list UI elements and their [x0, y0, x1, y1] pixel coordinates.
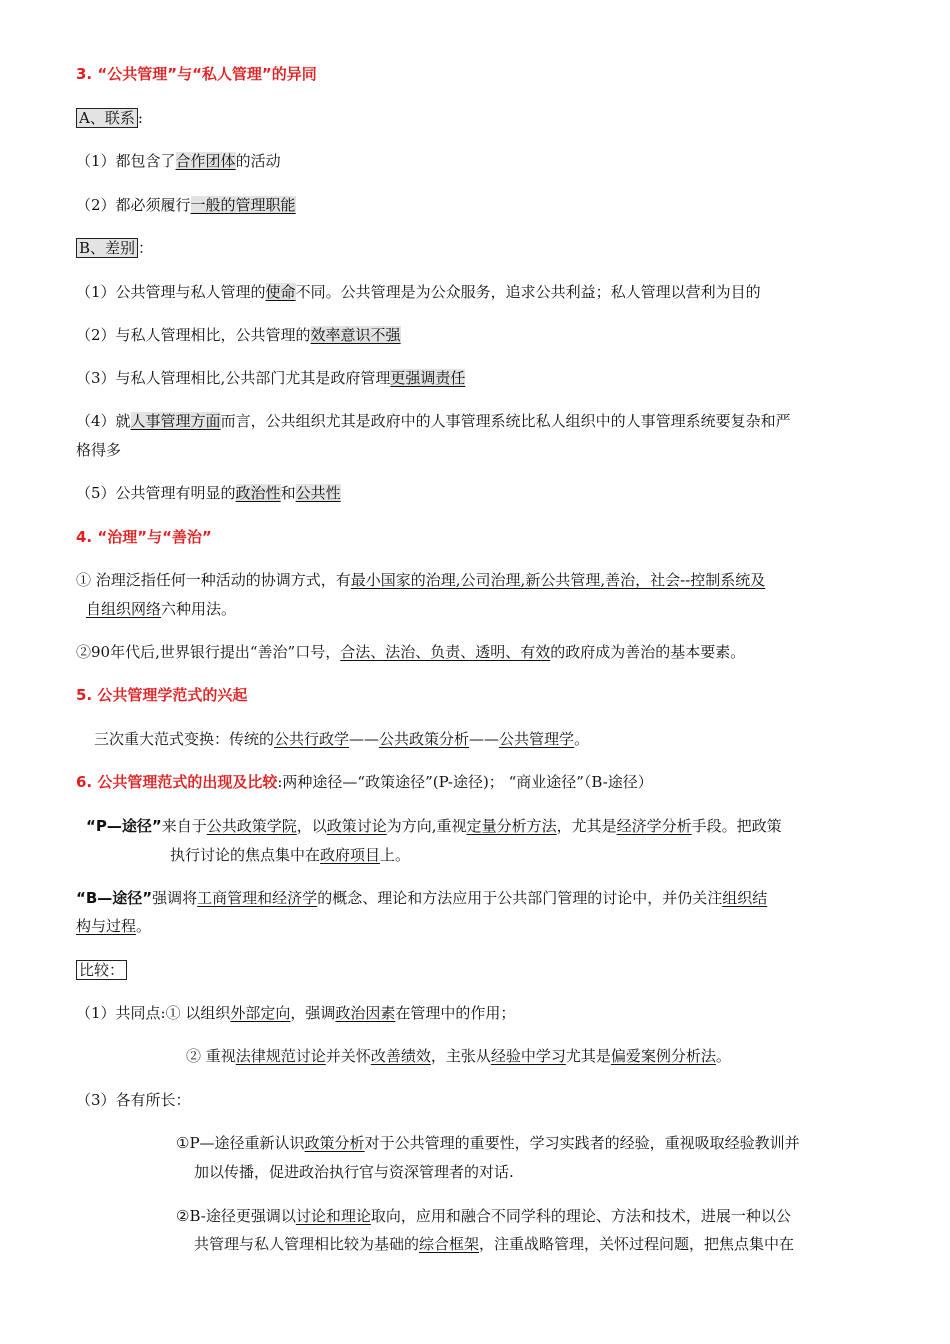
- strength-b-cont: [194, 1233, 794, 1255]
- governance-item-2: [76, 641, 745, 663]
- keyword: 法律规范讨论: [235, 1047, 326, 1065]
- keyword: 自组织网络: [86, 600, 162, 618]
- text: 强调将: [152, 889, 198, 907]
- strength-b: [176, 1205, 791, 1227]
- text: ，主张从: [430, 1047, 491, 1065]
- common-point-1: [76, 1002, 515, 1024]
- difference-item-1: [76, 281, 761, 303]
- common-point-2: [186, 1045, 731, 1067]
- text: （1）公共管理与私人管理的: [76, 283, 266, 301]
- text: 的概念、理论和方法应用于公共部门管理的讨论中，并仍关注: [317, 889, 723, 907]
- keyword: 政治性: [235, 484, 281, 502]
- keyword: 讨论和理论: [295, 1207, 371, 1225]
- text: 三次重大范式变换：传统的: [94, 730, 275, 748]
- text: 的政府成为善治的基本要素。: [550, 643, 746, 661]
- text: 对于公共管理的重要性，学习实践者的经验，重视吸取经验教训并: [364, 1134, 800, 1152]
- text: ②B-途径更强调以: [176, 1207, 296, 1225]
- keyword: 政治因素: [335, 1004, 396, 1022]
- text: ，强调: [290, 1004, 336, 1022]
- text: 上。: [380, 846, 411, 864]
- text: （3）与私人管理相比,公共部门尤其是政府管理: [76, 369, 391, 387]
- text: ②90年代后,世界银行提出“善治”口号，: [76, 643, 341, 661]
- strength-p-cont: 加以传播，促进政治执行官与资深管理者的对话.: [194, 1163, 514, 1181]
- text: ，以: [296, 817, 327, 835]
- dash: ——: [349, 730, 380, 748]
- keyword: 工商管理和经济学: [197, 889, 318, 907]
- text: 。: [574, 730, 590, 748]
- governance-item-1-cont: [86, 598, 236, 620]
- difference-item-4-cont: 格得多: [76, 441, 122, 459]
- contact-label-line: [76, 107, 143, 129]
- p-approach-cont: [170, 844, 410, 866]
- keyword: 更强调责任: [390, 369, 466, 387]
- b-approach-cont: [76, 915, 151, 937]
- text: 执行讨论的焦点集中在: [170, 846, 321, 864]
- text: 取向，应用和融合不同学科的理论、方法和技术，进展一种以公: [370, 1207, 791, 1225]
- text: 而言，公共组织尤其是政府中的人事管理系统比私人组织中的人事管理系统要复杂和严: [220, 412, 791, 430]
- keyword: 政府项目: [320, 846, 381, 864]
- keyword: 外部定向: [230, 1004, 291, 1022]
- keyword: 公共性: [295, 484, 341, 502]
- colon: :: [137, 109, 143, 127]
- text: ① 治理泛指任何一种活动的协调方式，有: [76, 571, 351, 589]
- b-approach-line: [76, 887, 767, 909]
- text: 的活动: [235, 152, 281, 170]
- keyword: 使命: [265, 283, 296, 301]
- paradigm-shift-line: [94, 728, 589, 750]
- keyword: 经济学分析: [616, 817, 692, 835]
- text: ② 重视: [186, 1047, 236, 1065]
- difference-item-2: [76, 324, 401, 346]
- section-6-heading: 6. 公共管理范式的出现及比较: [76, 773, 278, 791]
- text: 并关怀: [325, 1047, 371, 1065]
- section-4-heading: 4. “治理”与“善治”: [76, 528, 212, 546]
- keyword: 经验中学习: [490, 1047, 566, 1065]
- text: 。: [715, 1047, 731, 1065]
- keyword: 公共政策学院: [206, 817, 297, 835]
- keyword: 组织结: [722, 889, 768, 907]
- text: 在管理中的作用；: [395, 1004, 516, 1022]
- keyword: 人事管理方面: [130, 412, 221, 430]
- keyword: 综合框架: [419, 1235, 480, 1253]
- keyword: 构与过程: [76, 917, 137, 935]
- section-3-heading: 3. “公共管理”与“私人管理”的异同: [76, 65, 317, 83]
- text: （4）就: [76, 412, 131, 430]
- p-approach-line: [86, 815, 782, 837]
- section-6-heading-line: [76, 771, 653, 793]
- text: 六种用法。: [161, 600, 237, 618]
- keyword: 定量分析方法: [466, 817, 557, 835]
- governance-item-1: [76, 569, 765, 591]
- difference-item-3: [76, 367, 465, 389]
- p-approach-label: “P—途径”: [86, 817, 162, 835]
- keyword: 公共政策分析: [379, 730, 470, 748]
- text: （2）与私人管理相比，公共管理的: [76, 326, 311, 344]
- text: ，尤其是: [556, 817, 617, 835]
- colon: ：: [138, 239, 154, 257]
- text: （2）都必须履行: [76, 196, 191, 214]
- keyword: 偏爱案例分析法: [610, 1047, 716, 1065]
- keyword: 效率意识不强: [310, 326, 401, 344]
- text: 尤其是: [565, 1047, 611, 1065]
- difference-item-4: [76, 410, 791, 432]
- strengths-label: （3）各有所长：: [76, 1091, 191, 1109]
- difference-label: B、差别: [76, 238, 138, 258]
- keyword: 公共管理学: [499, 730, 575, 748]
- text: （1）共同点:① 以组织: [76, 1004, 231, 1022]
- difference-item-5: [76, 482, 341, 504]
- text: 为方向,重视: [386, 817, 467, 835]
- keyword: 合法、法治、负责、透明、有效: [340, 643, 551, 661]
- text: 不同。公共管理是为公众服务，追求公共利益；私人管理以营利为目的: [295, 283, 761, 301]
- text: ，注重战略管理，关怀过程问题，把焦点集中在: [479, 1235, 795, 1253]
- contact-item-2: [76, 194, 296, 216]
- keyword: 政策分析: [304, 1134, 365, 1152]
- text: 和: [280, 484, 296, 502]
- b-approach-label: “B—途径”: [76, 889, 153, 907]
- contact-label: A、联系: [76, 108, 138, 128]
- text: 手段。把政策: [691, 817, 782, 835]
- keyword: 公共行政学: [274, 730, 350, 748]
- text: （1）都包含了: [76, 152, 176, 170]
- comparison-label-line: [76, 959, 127, 981]
- keyword: 合作团体: [175, 152, 236, 170]
- keyword: 最小国家的治理,公司治理,新公共管理,善治，社会--控制系统及: [350, 571, 766, 589]
- difference-label-line: [76, 237, 153, 259]
- strength-p: [176, 1132, 800, 1154]
- keyword: 改善绩效: [370, 1047, 431, 1065]
- text: （5）公共管理有明显的: [76, 484, 236, 502]
- text: 共管理与私人管理相比较为基础的: [194, 1235, 420, 1253]
- comparison-label: 比较：: [76, 960, 127, 980]
- text: :两种途径—“政策途径”(P-途径)； “商业途径”（B-途径）: [277, 773, 653, 791]
- text: 。: [136, 917, 152, 935]
- keyword: 一般的管理职能: [190, 196, 296, 214]
- section-5-heading: 5. 公共管理学范式的兴起: [76, 686, 248, 704]
- text: ①P—途径重新认识: [176, 1134, 305, 1152]
- text: 来自于: [161, 817, 207, 835]
- contact-item-1: [76, 150, 281, 172]
- keyword: 政策讨论: [326, 817, 387, 835]
- dash: ——: [469, 730, 500, 748]
